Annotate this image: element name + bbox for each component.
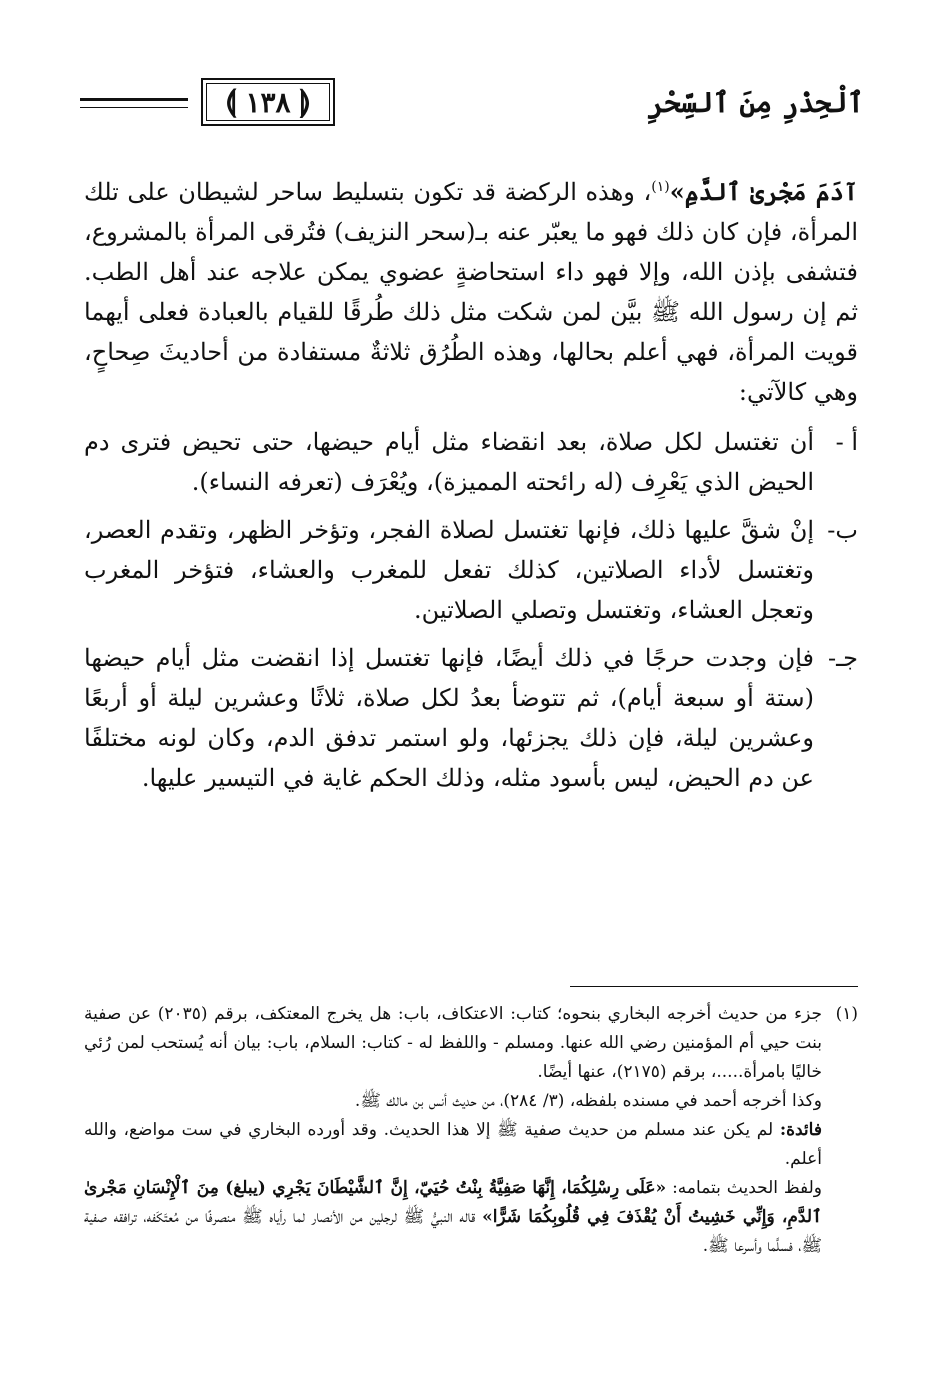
benefit-text: لم يكن عند مسلم من حديث صفية ﷺ إلا هذا الحديث. وقد أورده البخاري في ست مواضع، والله أعلم. bbox=[84, 1120, 822, 1169]
hadith-quote: آدَمَ مَجْرىٰ ٱلدَّمِ» bbox=[669, 177, 858, 206]
list-marker: أ - bbox=[835, 428, 858, 456]
footnote-body bbox=[84, 1000, 822, 1261]
list-item-text: أن تغتسل لكل صلاة، بعد انقضاء مثل أيام حيضها، حتى تحيض فترى دم الحيض الذي يَعْرِف (له رائحته المميزة)، ويُعْرَف (تعرفه النساء). bbox=[84, 428, 814, 496]
intro-paragraph bbox=[84, 172, 858, 412]
running-title: ٱلْحِذْرِ مِنَ ٱلسِّحْرِ bbox=[647, 86, 864, 119]
list-marker: جـ- bbox=[828, 644, 858, 672]
footnote-separator bbox=[570, 986, 858, 987]
list-item bbox=[84, 638, 858, 798]
bracket-close-icon: ⟭ bbox=[225, 84, 237, 119]
full-hadith-tail: قاله النبيُّ ﷺ لرجلين من الأنصار لما رأياه ﷺ منصرفًا من مُعتَكَفه، ترافقه صفية ﷺ، فسلَّما وأسرعا ﷺ. bbox=[84, 1207, 822, 1256]
footnote-1 bbox=[84, 1000, 858, 1261]
footnotes bbox=[84, 1000, 858, 1261]
list-item bbox=[84, 422, 858, 502]
paragraph-text: ، وهذه الركضة قد تكون بتسليط ساحر لشيطان على تلك المرأة، فإن كان ذلك فهو ما يعبّر عنه بـ(سحر النزيف) فتُرقى المرأة بالمشروع، فتشفى بإذن الله، وإلا فهو داء استحاضةٍ عضوي يمكن علاجه عند أهل الطب. ثم إن رسول الله ﷺ بيَّن لمن شكت مثل ذلك طُرقًا للقيام بالعبادة فعلى أيهما قويت المرأة، فهي أعلم بحالها، وهذه الطُرُق ثلاثةٌ مستفادة من أحاديثَ صِحاحٍ، وهي كالآتي: bbox=[84, 178, 858, 406]
page-number: ١٣٨ bbox=[245, 85, 291, 119]
page-number-frame bbox=[201, 78, 335, 126]
footnote-line: وكذا أخرجه أحمد في مسنده بلفظه، (٣/ ٢٨٤)، من حديث أنس بن مالك ﷺ. bbox=[354, 1091, 822, 1111]
header-rule-left bbox=[80, 98, 188, 108]
bracket-open-icon: ⟬ bbox=[299, 84, 311, 119]
footnote-marker: (١) bbox=[835, 1004, 858, 1024]
full-hadith-lead: ولفظ الحديث بتمامه: bbox=[672, 1178, 823, 1198]
list-item-text: إنْ شقَّ عليها ذلك، فإنها تغتسل لصلاة الفجر، وتؤخر الظهر، وتقدم العصر، وتغتسل لأداء الصلاتين، كذلك تفعل للمغرب والعشاء، فتؤخر المغرب وتعجل العشاء، وتغتسل وتصلي الصلاتين. bbox=[84, 516, 814, 624]
page-header bbox=[80, 78, 864, 134]
full-hadith-quote: «عَلَى رِسْلِكُمَا، إِنَّهَا صَفِيَّةُ بِنْتُ حُيَيّ، إِنَّ ٱلشَّيْطَانَ يَجْرِي (يبلغ) مِنَ ٱلْإِنْسَانِ مَجْرىٰ ٱلدَّمِ، وَإِنِّي خَشِيتُ أَنْ يُقْذَفَ فِي قُلُوبِكُمَا شَرًّا» bbox=[84, 1178, 822, 1227]
methods-list bbox=[84, 422, 858, 798]
benefit-label: فائدة: bbox=[779, 1120, 822, 1140]
list-item bbox=[84, 510, 858, 630]
footnote-full-hadith bbox=[84, 1174, 822, 1261]
list-marker: ب- bbox=[827, 516, 858, 544]
footnote-line: جزء من حديث أخرجه البخاري بنحوه؛ كتاب: الاعتكاف، باب: هل يخرج المعتكف، برقم (٢٠٣٥) عن صفية بنت حيي أم المؤمنين رضي الله عنها. ومسلم - واللفظ له - كتاب: السلام، باب: بيان أنه يُستحب لمن رُئي خاليًا بامرأة.....، برقم (٢١٧٥)، عنها أيضًا. bbox=[84, 1004, 822, 1082]
main-text bbox=[84, 172, 858, 806]
footnote-ref[interactable]: (١) bbox=[651, 179, 670, 195]
list-item-text: فإن وجدت حرجًا في ذلك أيضًا، فإنها تغتسل إذا انقضت مثل أيام حيضها (ستة أو سبعة أيام)، ثم تتوضأ بعدُ لكل صلاة، ثلاثًا وعشرين ليلة أو أربعًا وعشرين ليلة، فإن ذلك يجزئها، ولو استمر تدفق الدم، وكان لونه مختلفًا عن دم الحيض، ليس بأسود مثله، وذلك الحكم غاية في التيسير عليها. bbox=[84, 644, 814, 792]
footnote-benefit bbox=[84, 1116, 822, 1174]
